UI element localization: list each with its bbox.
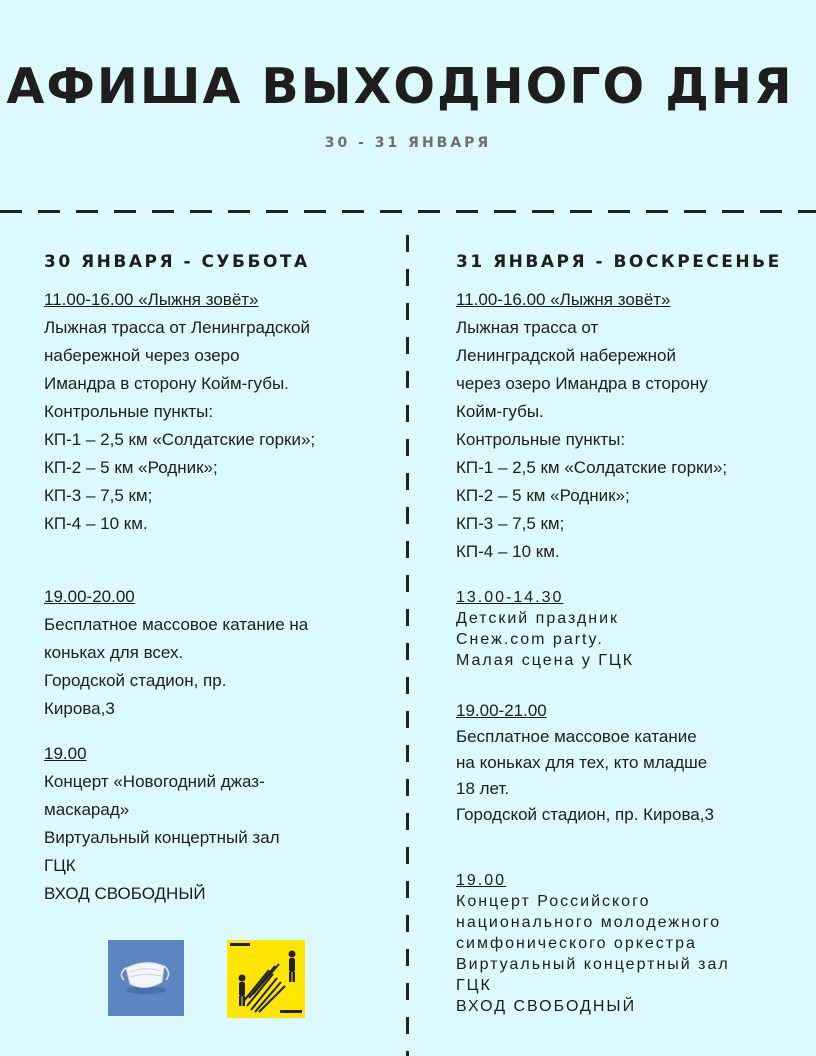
social-distance-logo [227,940,305,1018]
event-time: 19.00-21.00 [456,701,547,720]
event-line: национального молодежного [456,914,722,931]
sunday-event-skating [456,698,801,828]
event-line: КП-1 – 2,5 км «Солдатские горки»; [44,430,316,449]
event-time: 11.00-16.00 «Лыжня зовёт» [456,290,671,309]
event-line: Имандра в сторону Койм-губы. [44,374,289,393]
event-line: Ленинградской набережной [456,346,676,365]
event-line: Виртуальный концертный зал [456,956,730,973]
face-mask-logo [108,940,184,1016]
event-line: КП-4 – 10 км. [44,514,148,533]
sunday-event-concert [456,870,801,1017]
event-line: Малая сцена у ГЦК [456,652,635,669]
event-line: на коньках для тех, кто младше [456,753,708,772]
event-time: 19.00 [456,872,507,889]
event-line: КП-2 – 5 км «Родник»; [44,458,218,477]
event-line: Городской стадион, пр. Кирова,3 [456,805,714,824]
event-line: Бесплатное массовое катание на [44,615,309,634]
date-range: 30 - 31 ЯНВАРЯ [324,135,492,151]
event-line: КП-1 – 2,5 км «Солдатские горки»; [456,458,728,477]
event-line: Виртуальный концертный зал [44,828,280,847]
saturday-event-concert [44,740,394,908]
event-line: маскарад» [44,800,130,819]
social-distance-icon [227,940,305,1018]
event-line: коньках для всех. [44,643,184,662]
event-time: 19.00 [44,744,87,763]
event-line: Детский праздник [456,610,620,627]
sunday-event-ski [456,286,801,566]
event-line: КП-3 – 7,5 км; [44,486,153,505]
event-line: Лыжная трасса от Ленинградской [44,318,310,337]
sunday-event-kids [456,587,801,671]
sunday-heading: 31 ЯНВАРЯ - ВОСКРЕСЕНЬЕ [456,252,782,272]
event-line: набережной через озеро [44,346,240,365]
event-line: Контрольные пункты: [44,402,214,421]
event-line: Концерт «Новогодний джаз- [44,772,265,791]
event-line: ВХОД СВОБОДНЫЙ [456,998,637,1015]
event-line: Городской стадион, пр. [44,671,227,690]
event-line: через озеро Имандра в сторону [456,374,708,393]
event-line: ГЦК [456,977,492,994]
saturday-heading: 30 ЯНВАРЯ - СУББОТА [44,252,310,272]
event-line: Кирова,3 [44,699,115,718]
event-line: 18 лет. [456,779,510,798]
event-line: Снеж.com party. [456,631,604,648]
event-line: Койм-губы. [456,402,544,421]
event-line: Лыжная трасса от [456,318,599,337]
event-line: КП-2 – 5 км «Родник»; [456,486,630,505]
event-line: КП-4 – 10 км. [456,542,560,561]
face-mask-icon [108,940,184,1016]
horizontal-dashed-divider [0,210,816,213]
event-line: ГЦК [44,856,76,875]
event-time: 13.00-14.30 [456,589,564,606]
event-line: ВХОД СВОБОДНЫЙ [44,884,206,903]
event-time: 11.00-16.00 «Лыжня зовёт» [44,290,259,309]
event-line: КП-3 – 7,5 км; [456,514,565,533]
saturday-event-ski [44,286,394,538]
event-time: 19.00-20.00 [44,587,135,606]
event-line: симфонического оркестра [456,935,697,952]
page-title: АФИША ВЫХОДНОГО ДНЯ [6,58,794,115]
vertical-dashed-divider [406,235,409,1056]
event-line: Бесплатное массовое катание [456,727,697,746]
event-line: Контрольные пункты: [456,430,626,449]
event-line: Концерт Российского [456,893,651,910]
saturday-event-skating [44,583,394,723]
